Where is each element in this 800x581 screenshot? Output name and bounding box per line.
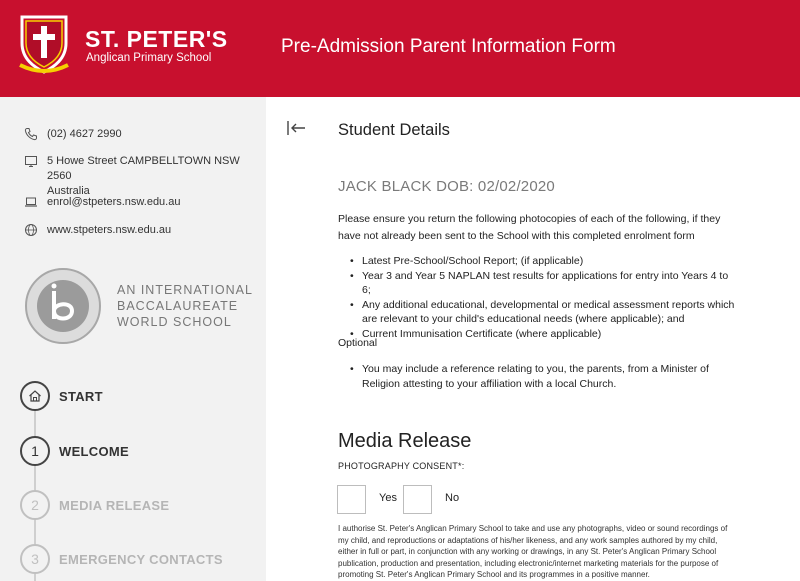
- brand-subtitle: Anglican Primary School: [86, 52, 212, 64]
- photography-consent-label: PHOTOGRAPHY CONSENT*:: [338, 461, 465, 471]
- globe-icon: [24, 223, 38, 237]
- list-item: • Current Immunisation Certificate (where applicable): [348, 327, 738, 342]
- student-name-dob: JACK BLACK DOB: 02/02/2020: [338, 178, 555, 195]
- required-documents-list: [348, 254, 738, 341]
- media-release-title: Media Release: [338, 430, 472, 452]
- contact-phone[interactable]: [24, 127, 122, 142]
- step-emergency-contacts-label: EMERGENCY CONTACTS: [59, 551, 223, 567]
- intro-paragraph: Please ensure you return the following photocopies of each of the following, if they have not already been sent to the School with this completed enrolment form: [338, 213, 721, 242]
- section-title: Student Details: [338, 121, 450, 139]
- step-media-release[interactable]: [20, 490, 169, 520]
- list-item: • You may include a reference relating to you, the parents, from a Minister of Religion attesting to your affiliation with a local Church.: [348, 362, 738, 391]
- step-emergency-contacts[interactable]: [20, 544, 223, 574]
- website-text: www.stpeters.nsw.edu.au: [47, 224, 172, 236]
- consent-fine-print: I authorise St. Peter's Anglican Primary School to take and use any photographs, video or sound recordings of my child, and reproductions or adaptations of his/her likeness, and any work samples authored by my child, either in full or part, in conjunction with any working or drawings, in any St. Peter's Anglican Primary School publication, production and presentation, including electronic/internet marketing materials for the purpose of promoting St. Peter's Anglican Primary School and its programmes in a positive manner.: [338, 524, 728, 579]
- consent-no-label[interactable]: No: [445, 492, 460, 504]
- consent-yes-checkbox[interactable]: [337, 485, 366, 514]
- list-item: • Year 3 and Year 5 NAPLAN test results for applications for entry into Years 4 to 6;: [348, 269, 738, 298]
- optional-documents-list: [348, 362, 738, 391]
- email-text: enrol@stpeters.nsw.edu.au: [47, 196, 181, 208]
- home-icon: [28, 389, 42, 403]
- optional-label: Optional: [338, 337, 378, 349]
- collapse-sidebar-icon[interactable]: [286, 120, 306, 136]
- consent-no-checkbox[interactable]: [403, 485, 432, 514]
- ib-world-school-logo: [24, 267, 102, 345]
- ib-text: AN INTERNATIONAL BACCALAUREATE WORLD SCHOOL: [117, 283, 253, 329]
- laptop-icon: [24, 195, 38, 209]
- contact-address: [24, 154, 266, 199]
- step-media-release-label: MEDIA RELEASE: [59, 497, 170, 513]
- contact-email[interactable]: [24, 195, 180, 210]
- step-start[interactable]: [20, 381, 103, 411]
- step-media-release-circle: 2: [20, 490, 50, 520]
- step-start-label: START: [59, 388, 103, 404]
- school-crest-logo: [16, 13, 72, 75]
- address-line-1: 5 Howe Street CAMPBELLTOWN NSW 2560: [47, 155, 240, 182]
- header: [0, 0, 800, 97]
- map-icon: [24, 154, 38, 168]
- contact-website[interactable]: [24, 223, 171, 238]
- consent-yes-label[interactable]: Yes: [379, 492, 397, 504]
- brand-name: ST. PETER'S: [85, 26, 228, 52]
- step-emergency-contacts-circle: 3: [20, 544, 50, 574]
- address-line-2: Australia: [47, 185, 90, 197]
- list-item: • Latest Pre-School/School Report; (if applicable): [348, 254, 738, 269]
- phone-icon: [24, 127, 38, 141]
- form-title: Pre-Admission Parent Information Form: [281, 36, 616, 57]
- phone-text: (02) 4627 2990: [47, 128, 122, 140]
- step-welcome[interactable]: [20, 436, 129, 466]
- sidebar: [0, 97, 266, 581]
- list-item: • Any additional educational, developmental or medical assessment reports which are relevant to your child's educational needs (where applicable); and: [348, 298, 738, 327]
- step-welcome-circle: 1: [20, 436, 50, 466]
- step-start-circle: [20, 381, 50, 411]
- step-welcome-label: WELCOME: [59, 443, 129, 459]
